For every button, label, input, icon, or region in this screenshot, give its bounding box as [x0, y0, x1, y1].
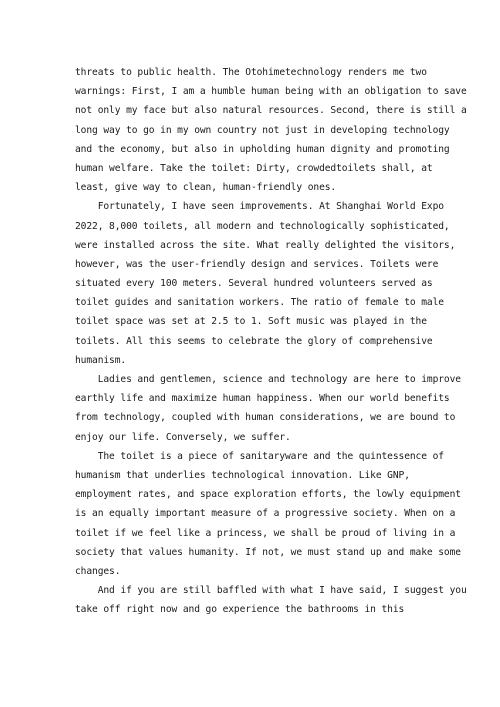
text-line: least, give way to clean, human-friendly ones. — [75, 182, 337, 194]
text-line: long way to go in my own country not just in developing technology — [75, 124, 450, 136]
text-line: Fortunately, I have seen improvements. At Shanghai World Expo — [75, 201, 444, 213]
text-line: enjoy our life. Conversely, we suffer. — [75, 431, 291, 443]
text-line: And if you are still baffled with what I have said, I suggest you — [75, 585, 467, 597]
text-line: is an equally important measure of a progressive society. When on a — [75, 508, 456, 520]
text-line: however, was the user-friendly design and services. Toilets were — [75, 258, 439, 270]
paragraph-2 — [75, 197, 456, 370]
text-line: human welfare. Take the toilet: Dirty, crowdedtoilets shall, at — [75, 162, 433, 174]
text-line: society that values humanity. If not, we must stand up and make some — [75, 546, 461, 558]
text-line: humanism. — [75, 354, 127, 366]
paragraph-3 — [75, 370, 461, 447]
paragraph-5 — [75, 581, 467, 619]
text-line: Ladies and gentlemen, science and technology are here to improve — [75, 374, 461, 385]
text-line: and the economy, but also in upholding human dignity and promoting — [75, 143, 450, 155]
text-line: from technology, coupled with human considerations, we are bound to — [75, 412, 456, 424]
text-line: 2022, 8,000 toilets, all modern and technologically sophisticated, — [75, 220, 450, 232]
text-line: The toilet is a piece of sanitaryware and the quintessence of — [75, 450, 444, 462]
text-line: toilet guides and sanitation workers. The ratio of female to male — [75, 297, 444, 309]
text-line: were installed across the site. What really delighted the visitors, — [75, 239, 456, 251]
text-line: not only my face but also natural resources. Second, there is still a — [75, 105, 467, 117]
text-line: earthly life and maximize human happiness. When our world benefits — [75, 393, 450, 405]
text-line: employment rates, and space exploration efforts, the lowly equipment — [75, 489, 461, 501]
body-text — [75, 63, 467, 619]
text-line: situated every 100 meters. Several hundred volunteers served as — [75, 278, 433, 290]
text-line: humanism that underlies technological innovation. Like GNP, — [75, 469, 410, 481]
text-line: toilet space was set at 2.5 to 1. Soft music was played in the — [75, 316, 427, 328]
text-line: changes. — [75, 565, 121, 577]
text-line: threats to public health. The Otohimetechnology renders me two — [75, 67, 427, 78]
text-line: toilets. All this seems to celebrate the glory of comprehensive — [75, 335, 433, 347]
paragraph-1 — [75, 63, 467, 197]
paragraph-4 — [75, 447, 461, 581]
text-line: take off right now and go experience the bathrooms in this — [75, 604, 405, 616]
text-line: warnings: First, I am a humble human being with an obligation to save — [75, 86, 467, 98]
text-line: toilet if we feel like a princess, we shall be proud of living in a — [75, 527, 456, 539]
